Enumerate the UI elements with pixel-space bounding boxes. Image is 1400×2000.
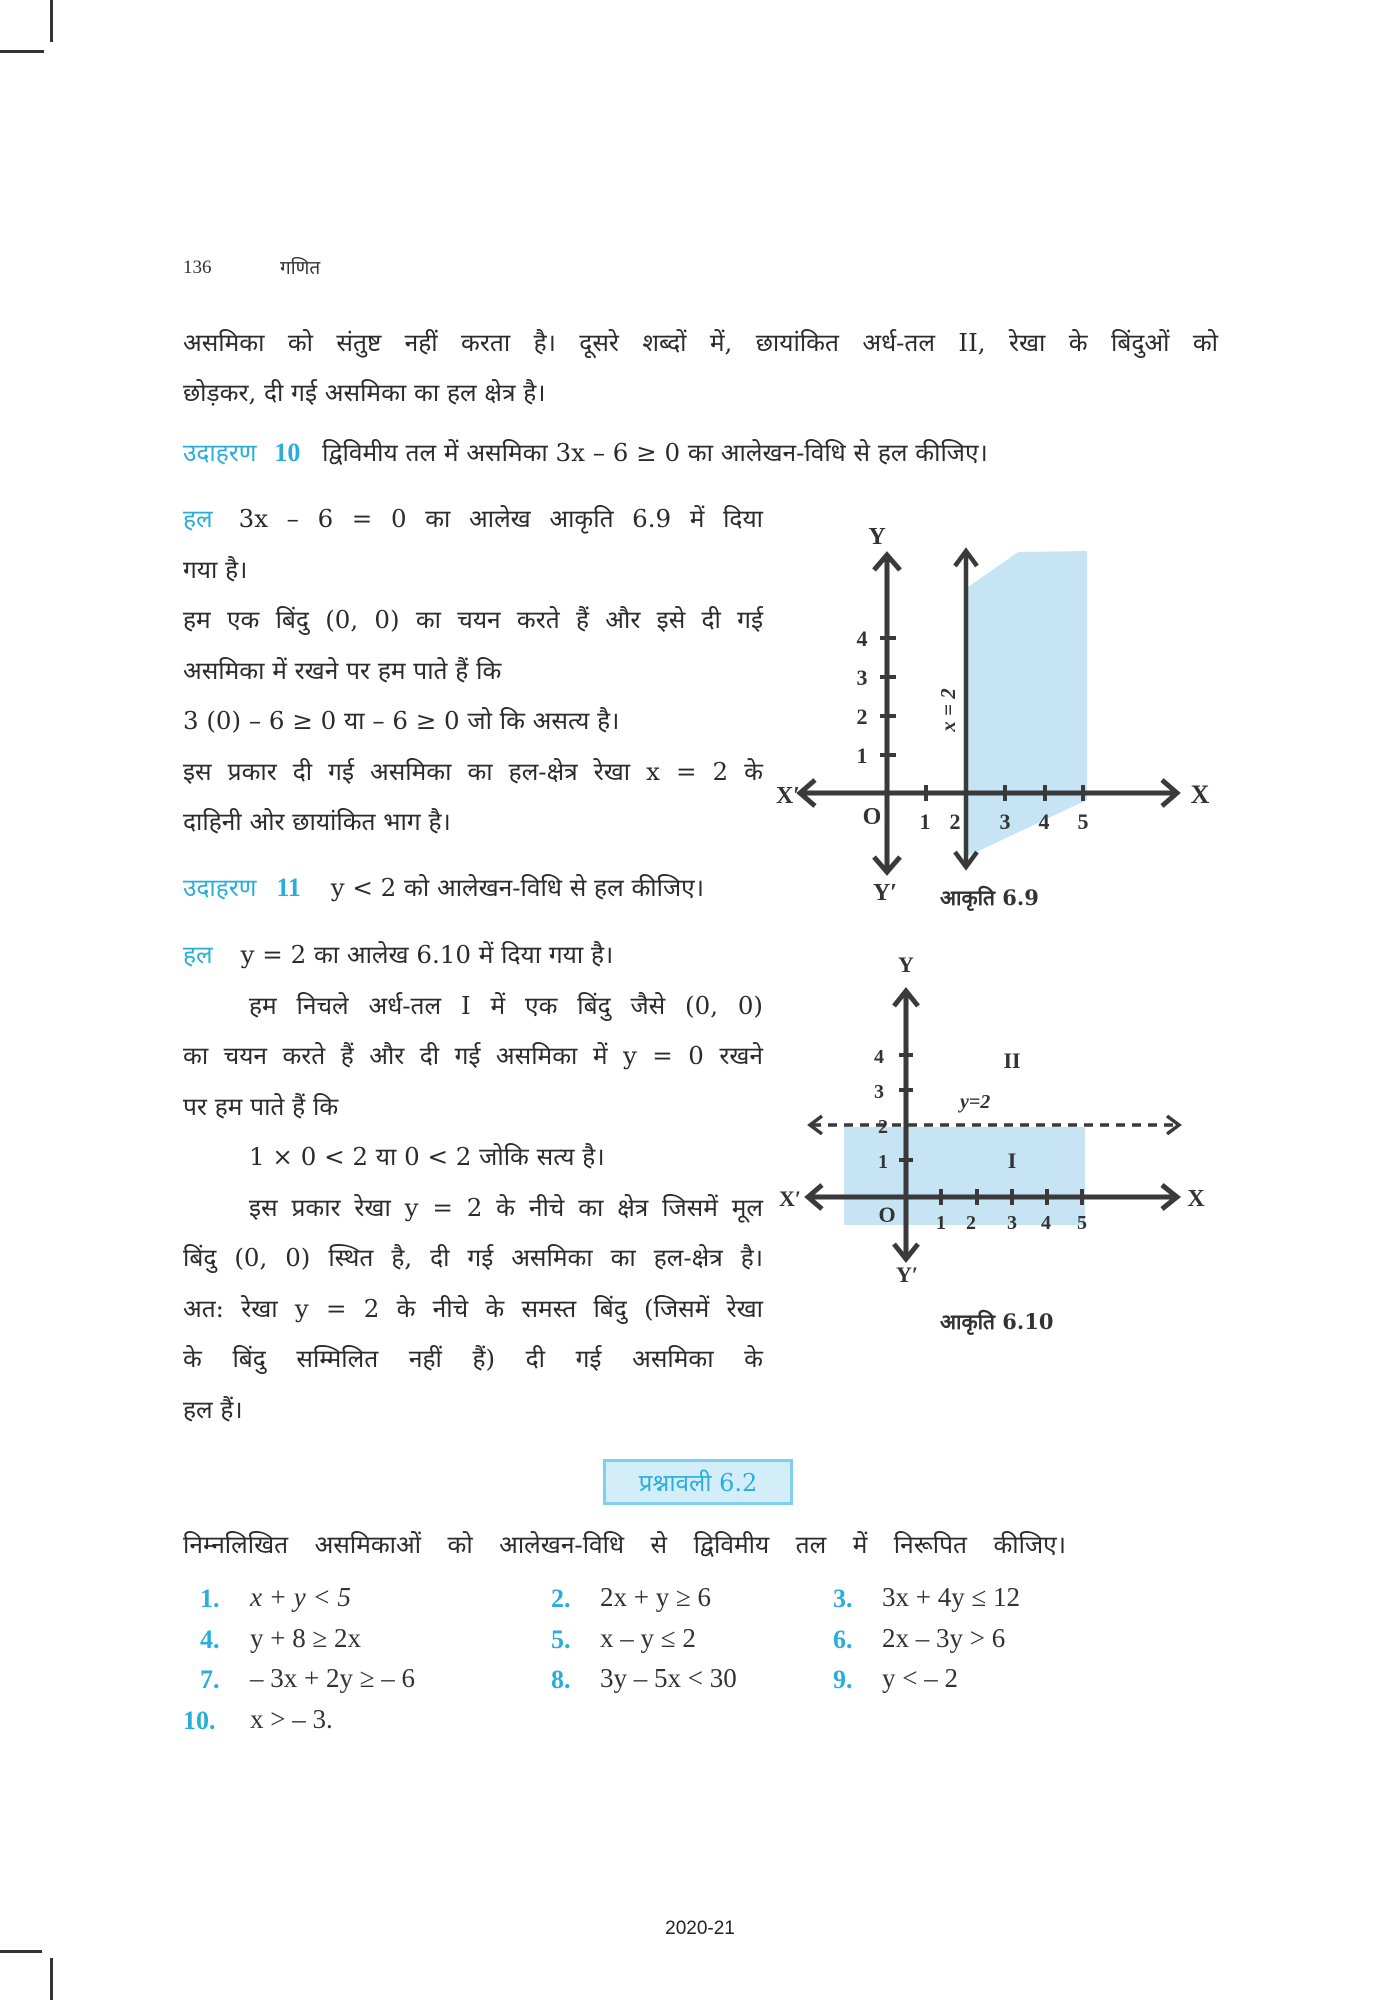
intro-line: छोड़कर, दी गई असमिका का हल क्षेत्र है।	[183, 378, 546, 407]
shaded-region	[968, 551, 1087, 856]
svg-text:2: 2	[856, 704, 868, 729]
svg-text:1: 1	[878, 1151, 888, 1173]
solution-label: हल	[183, 504, 213, 533]
figure-6-10-caption: आकृति 6.10	[940, 1309, 1054, 1334]
crop-mark	[50, 0, 53, 42]
question-number: 10.	[183, 1706, 216, 1735]
question-number: 5.	[551, 1625, 571, 1654]
question-expression: 3x + 4y ≤ 12	[882, 1582, 1021, 1612]
example-label: उदाहरण	[183, 438, 257, 467]
solution-line: हम निचले अर्ध-तल I में एक बिंदु जैसे (0, 0)	[249, 990, 763, 1020]
example-statement: द्विविमीय तल में असमिका 3x – 6 ≥ 0 का आलेखन-विधि से हल कीजिए।	[322, 438, 988, 467]
solution-line: के बिंदु सम्मिलित नहीं हैं) दी गई असमिका के	[183, 1344, 763, 1373]
svg-text:X: X	[1187, 1186, 1205, 1212]
question-number: 2.	[551, 1584, 571, 1613]
svg-text:1: 1	[856, 743, 868, 768]
svg-text:Y′: Y′	[872, 880, 898, 906]
svg-text:Y: Y	[898, 952, 914, 977]
solution-line: हम एक बिंदु (0, 0) का चयन करते हैं और इसे दी गई	[183, 605, 763, 634]
svg-text:X′: X′	[778, 1186, 802, 1211]
svg-text:4: 4	[1038, 809, 1050, 834]
example-number: 11	[276, 873, 301, 902]
question-expression: y < – 2	[882, 1663, 958, 1693]
svg-text:II: II	[1003, 1048, 1021, 1073]
svg-text:2: 2	[878, 1116, 888, 1138]
question-expression: – 3x + 2y ≥ – 6	[250, 1663, 416, 1693]
svg-text:2: 2	[949, 809, 961, 834]
exercise-title-box	[603, 1459, 793, 1505]
solution-line: बिंदु (0, 0) स्थित है, दी गई असमिका का हल-क्षेत्र है।	[183, 1243, 763, 1272]
svg-text:O: O	[862, 804, 882, 830]
exercise-title: प्रश्नावली 6.2	[638, 1468, 758, 1497]
figure-6-9	[760, 510, 1220, 920]
running-title: गणित	[280, 257, 321, 279]
solution-line: y = 2 का आलेख 6.10 में दिया गया है।	[240, 940, 614, 969]
question-number: 1.	[200, 1584, 220, 1613]
crop-mark	[0, 1950, 42, 1953]
svg-text:O: O	[878, 1202, 896, 1227]
intro-paragraph	[183, 318, 1218, 418]
solution-line: दाहिनी ओर छायांकित भाग है।	[183, 807, 451, 836]
solution-line: का चयन करते हैं और दी गई असमिका में y = 0 रखने	[183, 1041, 763, 1070]
question-expression: 2x – 3y > 6	[882, 1623, 1006, 1653]
question-expression: x – y ≤ 2	[600, 1623, 696, 1653]
svg-text:X′: X′	[775, 783, 801, 809]
page-number: 136	[183, 257, 212, 278]
question-expression: 3y – 5x < 30	[600, 1663, 737, 1693]
example-label: उदाहरण	[183, 873, 257, 902]
svg-text:X: X	[1190, 780, 1210, 809]
solution-line: 1 × 0 < 2 या 0 < 2 जोकि सत्य है।	[249, 1142, 605, 1171]
svg-text:x = 2: x = 2	[936, 688, 960, 732]
svg-text:Y: Y	[868, 524, 886, 550]
solution-line: 3x – 6 = 0 का आलेख आकृति 6.9 में दिया	[238, 504, 763, 533]
solution-line: गया है।	[183, 554, 248, 584]
question-expression: y + 8 ≥ 2x	[250, 1623, 362, 1653]
question-number: 4.	[200, 1625, 220, 1654]
example-10-solution	[183, 494, 763, 848]
svg-text:Y′: Y′	[895, 1262, 919, 1287]
intro-line: असमिका को संतुष्ट नहीं करता है। दूसरे शब्दों में, छायांकित अर्ध-तल II, रेखा के बिंदुओं को	[183, 328, 1218, 357]
question-expression: x > – 3.	[250, 1704, 333, 1734]
exercise-instruction: निम्नलिखित असमिकाओं को आलेखन-विधि से द्विविमीय तल में निरूपित कीजिए।	[183, 1530, 1066, 1559]
solution-line: इस प्रकार रेखा y = 2 के नीचे का क्षेत्र जिसमें मूल	[249, 1192, 763, 1222]
solution-line: पर हम पाते हैं कि	[183, 1091, 339, 1121]
question-number: 7.	[200, 1665, 220, 1694]
example-number: 10	[274, 438, 301, 467]
figure-6-9-caption: आकृति 6.9	[940, 885, 1039, 910]
svg-text:I: I	[1007, 1148, 1017, 1173]
example-11-solution	[183, 930, 763, 1435]
solution-line: 3 (0) – 6 ≥ 0 या – 6 ≥ 0 जो कि असत्य है।	[183, 706, 620, 735]
solution-label: हल	[183, 940, 213, 969]
svg-text:2: 2	[966, 1212, 976, 1234]
solution-line: हल हैं।	[183, 1394, 243, 1424]
figure-6-10	[770, 950, 1220, 1290]
crop-mark	[0, 50, 44, 53]
footer-year: 2020-21	[665, 1918, 735, 1939]
svg-text:5: 5	[1077, 1212, 1087, 1234]
question-number: 8.	[551, 1665, 571, 1694]
svg-text:5: 5	[1077, 809, 1089, 834]
question-expression: x + y < 5	[250, 1582, 351, 1612]
crop-mark	[50, 1958, 53, 2000]
solution-line: इस प्रकार दी गई असमिका का हल-क्षेत्र रेखा x = 2 के	[183, 756, 763, 786]
question-expression: 2x + y ≥ 6	[600, 1582, 712, 1612]
solution-line: अत: रेखा y = 2 के नीचे के समस्त बिंदु (जिसमें रेखा	[183, 1293, 763, 1323]
solution-line: असमिका में रखने पर हम पाते हैं कि	[183, 655, 502, 685]
question-number: 6.	[833, 1625, 853, 1654]
question-number: 9.	[833, 1665, 853, 1694]
svg-text:4: 4	[856, 626, 868, 651]
svg-text:3: 3	[999, 809, 1011, 834]
svg-text:1: 1	[936, 1212, 946, 1234]
example-11-heading	[183, 871, 704, 904]
example-10-heading	[183, 436, 988, 469]
svg-text:4: 4	[1041, 1212, 1051, 1234]
svg-text:3: 3	[874, 1081, 884, 1103]
question-number: 3.	[833, 1584, 853, 1613]
svg-text:y=2: y=2	[960, 1091, 991, 1113]
svg-text:4: 4	[874, 1046, 884, 1068]
svg-text:1: 1	[919, 809, 931, 834]
example-statement: y < 2 को आलेखन-विधि से हल कीजिए।	[330, 873, 704, 902]
svg-text:3: 3	[856, 665, 868, 690]
svg-text:3: 3	[1007, 1212, 1017, 1234]
